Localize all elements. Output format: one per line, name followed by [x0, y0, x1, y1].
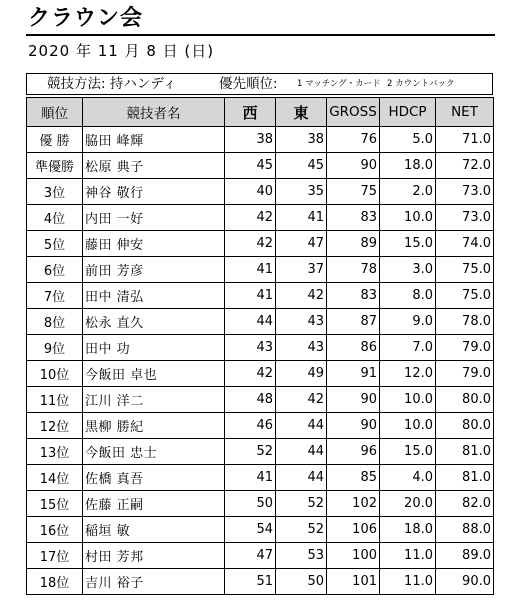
- table-row: [27, 569, 494, 595]
- column-header-east: 東: [276, 98, 327, 127]
- column-header-name: 競技者名: [83, 98, 225, 127]
- table-row: [27, 517, 494, 543]
- net-score-cell: 72.0: [436, 153, 494, 179]
- table-row: [27, 205, 494, 231]
- player-name-cell: 内田 一好: [83, 205, 225, 231]
- gross-score-cell: 90: [327, 153, 380, 179]
- table-row: [27, 543, 494, 569]
- player-name-cell: 黒柳 勝紀: [83, 413, 225, 439]
- table-row: [27, 335, 494, 361]
- player-name-cell: 吉川 裕子: [83, 569, 225, 595]
- player-name-cell: 脇田 峰輝: [83, 127, 225, 153]
- net-score-cell: 81.0: [436, 439, 494, 465]
- competition-info-box: [26, 73, 493, 95]
- east-score-cell: 42: [276, 387, 327, 413]
- gross-score-cell: 96: [327, 439, 380, 465]
- net-score-cell: 73.0: [436, 205, 494, 231]
- west-score-cell: 48: [225, 387, 276, 413]
- rank-cell: 16位: [27, 517, 83, 543]
- net-score-cell: 79.0: [436, 335, 494, 361]
- player-name-cell: 神谷 敬行: [83, 179, 225, 205]
- table-row: [27, 153, 494, 179]
- west-score-cell: 40: [225, 179, 276, 205]
- column-header-west: 西: [225, 98, 276, 127]
- handicap-cell: 15.0: [380, 439, 436, 465]
- west-score-cell: 52: [225, 439, 276, 465]
- net-score-cell: 78.0: [436, 309, 494, 335]
- net-score-cell: 80.0: [436, 413, 494, 439]
- column-header-gross: GROSS: [327, 98, 380, 127]
- table-row: [27, 283, 494, 309]
- results-table: [26, 97, 494, 595]
- player-name-cell: 松永 直久: [83, 309, 225, 335]
- table-row: [27, 231, 494, 257]
- rank-cell: 11位: [27, 387, 83, 413]
- handicap-cell: 10.0: [380, 413, 436, 439]
- east-score-cell: 47: [276, 231, 327, 257]
- east-score-cell: 44: [276, 439, 327, 465]
- gross-score-cell: 101: [327, 569, 380, 595]
- handicap-cell: 3.0: [380, 257, 436, 283]
- handicap-cell: 12.0: [380, 361, 436, 387]
- east-score-cell: 44: [276, 413, 327, 439]
- west-score-cell: 51: [225, 569, 276, 595]
- net-score-cell: 88.0: [436, 517, 494, 543]
- player-name-cell: 佐橋 真吾: [83, 465, 225, 491]
- net-score-cell: 75.0: [436, 257, 494, 283]
- table-row: [27, 257, 494, 283]
- rank-cell: 7位: [27, 283, 83, 309]
- net-score-cell: 75.0: [436, 283, 494, 309]
- east-score-cell: 43: [276, 335, 327, 361]
- player-name-cell: 松原 典子: [83, 153, 225, 179]
- gross-score-cell: 90: [327, 413, 380, 439]
- rank-cell: 13位: [27, 439, 83, 465]
- net-score-cell: 74.0: [436, 231, 494, 257]
- west-score-cell: 38: [225, 127, 276, 153]
- handicap-cell: 5.0: [380, 127, 436, 153]
- player-name-cell: 藤田 伸安: [83, 231, 225, 257]
- east-score-cell: 42: [276, 283, 327, 309]
- column-header-hdcp: HDCP: [380, 98, 436, 127]
- net-score-cell: 81.0: [436, 465, 494, 491]
- gross-score-cell: 86: [327, 335, 380, 361]
- handicap-cell: 18.0: [380, 517, 436, 543]
- east-score-cell: 52: [276, 517, 327, 543]
- west-score-cell: 42: [225, 205, 276, 231]
- player-name-cell: 今飯田 卓也: [83, 361, 225, 387]
- net-score-cell: 79.0: [436, 361, 494, 387]
- table-row: [27, 439, 494, 465]
- east-score-cell: 45: [276, 153, 327, 179]
- rank-cell: 優 勝: [27, 127, 83, 153]
- rank-cell: 9位: [27, 335, 83, 361]
- competition-method: 競技方法: 持ハンディ: [47, 76, 177, 92]
- player-name-cell: 田中 功: [83, 335, 225, 361]
- net-score-cell: 90.0: [436, 569, 494, 595]
- rank-cell: 3位: [27, 179, 83, 205]
- table-row: [27, 179, 494, 205]
- handicap-cell: 20.0: [380, 491, 436, 517]
- west-score-cell: 41: [225, 465, 276, 491]
- handicap-cell: 4.0: [380, 465, 436, 491]
- table-row: [27, 387, 494, 413]
- net-score-cell: 89.0: [436, 543, 494, 569]
- priority-second: 2 カウントバック: [387, 79, 455, 89]
- gross-score-cell: 100: [327, 543, 380, 569]
- player-name-cell: 稲垣 敏: [83, 517, 225, 543]
- priority-first: 1 マッチング・カード: [297, 79, 381, 89]
- west-score-cell: 42: [225, 361, 276, 387]
- priority-label: 優先順位:: [219, 76, 278, 92]
- title-underline: [26, 34, 495, 36]
- east-score-cell: 53: [276, 543, 327, 569]
- rank-cell: 10位: [27, 361, 83, 387]
- gross-score-cell: 89: [327, 231, 380, 257]
- table-row: [27, 465, 494, 491]
- handicap-cell: 11.0: [380, 569, 436, 595]
- east-score-cell: 50: [276, 569, 327, 595]
- west-score-cell: 54: [225, 517, 276, 543]
- east-score-cell: 37: [276, 257, 327, 283]
- player-name-cell: 今飯田 忠士: [83, 439, 225, 465]
- rank-cell: 6位: [27, 257, 83, 283]
- net-score-cell: 71.0: [436, 127, 494, 153]
- gross-score-cell: 76: [327, 127, 380, 153]
- handicap-cell: 10.0: [380, 387, 436, 413]
- header-row: [27, 98, 494, 127]
- net-score-cell: 80.0: [436, 387, 494, 413]
- rank-cell: 15位: [27, 491, 83, 517]
- east-score-cell: 35: [276, 179, 327, 205]
- gross-score-cell: 83: [327, 283, 380, 309]
- handicap-cell: 2.0: [380, 179, 436, 205]
- rank-cell: 12位: [27, 413, 83, 439]
- east-score-cell: 44: [276, 465, 327, 491]
- west-score-cell: 42: [225, 231, 276, 257]
- west-score-cell: 46: [225, 413, 276, 439]
- west-score-cell: 43: [225, 335, 276, 361]
- handicap-cell: 7.0: [380, 335, 436, 361]
- handicap-cell: 18.0: [380, 153, 436, 179]
- player-name-cell: 前田 芳彦: [83, 257, 225, 283]
- handicap-cell: 10.0: [380, 205, 436, 231]
- east-score-cell: 49: [276, 361, 327, 387]
- handicap-cell: 15.0: [380, 231, 436, 257]
- rank-cell: 5位: [27, 231, 83, 257]
- table-row: [27, 361, 494, 387]
- table-row: [27, 127, 494, 153]
- table-row: [27, 491, 494, 517]
- player-name-cell: 村田 芳邦: [83, 543, 225, 569]
- west-score-cell: 41: [225, 283, 276, 309]
- page-title: クラウン会: [28, 6, 144, 31]
- gross-score-cell: 102: [327, 491, 380, 517]
- rank-cell: 18位: [27, 569, 83, 595]
- east-score-cell: 41: [276, 205, 327, 231]
- gross-score-cell: 75: [327, 179, 380, 205]
- player-name-cell: 田中 清弘: [83, 283, 225, 309]
- rank-cell: 8位: [27, 309, 83, 335]
- net-score-cell: 73.0: [436, 179, 494, 205]
- rank-cell: 4位: [27, 205, 83, 231]
- west-score-cell: 45: [225, 153, 276, 179]
- gross-score-cell: 87: [327, 309, 380, 335]
- handicap-cell: 8.0: [380, 283, 436, 309]
- event-date: 2020 年 11 月 8 日 (日): [28, 42, 215, 60]
- east-score-cell: 52: [276, 491, 327, 517]
- column-header-net: NET: [436, 98, 494, 127]
- west-score-cell: 50: [225, 491, 276, 517]
- west-score-cell: 41: [225, 257, 276, 283]
- table-row: [27, 413, 494, 439]
- handicap-cell: 9.0: [380, 309, 436, 335]
- east-score-cell: 43: [276, 309, 327, 335]
- gross-score-cell: 91: [327, 361, 380, 387]
- player-name-cell: 佐藤 正嗣: [83, 491, 225, 517]
- handicap-cell: 11.0: [380, 543, 436, 569]
- player-name-cell: 江川 洋二: [83, 387, 225, 413]
- gross-score-cell: 85: [327, 465, 380, 491]
- column-header-rank: 順位: [27, 98, 83, 127]
- gross-score-cell: 90: [327, 387, 380, 413]
- rank-cell: 14位: [27, 465, 83, 491]
- west-score-cell: 47: [225, 543, 276, 569]
- gross-score-cell: 106: [327, 517, 380, 543]
- net-score-cell: 82.0: [436, 491, 494, 517]
- rank-cell: 準優勝: [27, 153, 83, 179]
- gross-score-cell: 78: [327, 257, 380, 283]
- rank-cell: 17位: [27, 543, 83, 569]
- east-score-cell: 38: [276, 127, 327, 153]
- gross-score-cell: 83: [327, 205, 380, 231]
- west-score-cell: 44: [225, 309, 276, 335]
- table-row: [27, 309, 494, 335]
